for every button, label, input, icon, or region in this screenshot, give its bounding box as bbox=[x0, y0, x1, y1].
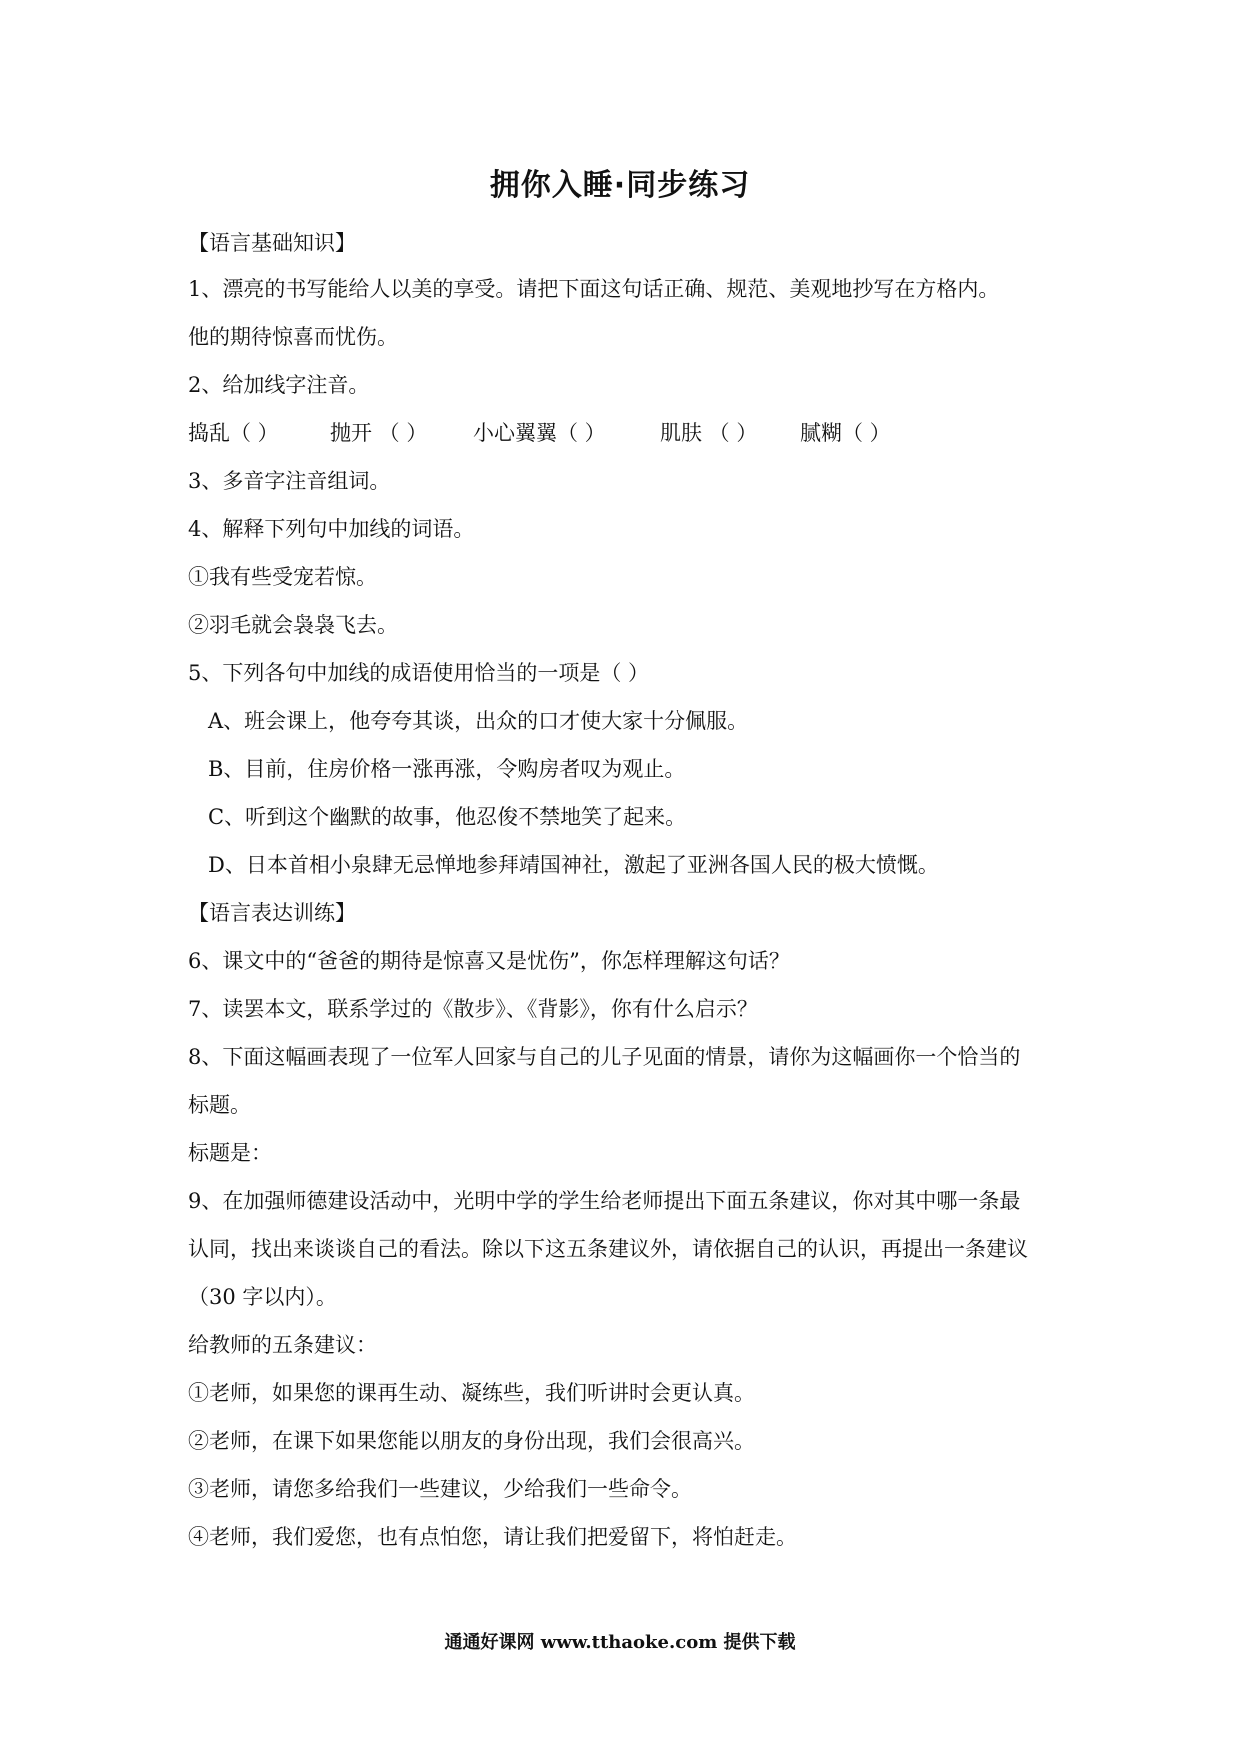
question-7: 7、读罢本文，联系学过的《散步》、《背影》，你有什么启示？ bbox=[188, 997, 758, 1021]
pinyin-item: 腻糊（ ） bbox=[800, 421, 891, 445]
suggestion-2: ②老师，在课下如果您能以朋友的身份出现，我们会很高兴。 bbox=[188, 1429, 755, 1453]
question-4: 4、解释下列句中加线的词语。 bbox=[188, 517, 475, 541]
question-5-option-d: D、日本首相小泉肆无忌惮地参拜靖国神社，激起了亚洲各国人民的极大愤慨。 bbox=[208, 853, 939, 877]
suggestion-1: ①老师，如果您的课再生动、凝练些，我们听讲时会更认真。 bbox=[188, 1381, 755, 1405]
section-heading-basic: 【语言基础知识】 bbox=[188, 231, 356, 255]
question-5-option-c: C、听到这个幽默的故事，他忍俊不禁地笑了起来。 bbox=[208, 805, 687, 829]
question-4-sentence-b: ②羽毛就会袅袅飞去。 bbox=[188, 613, 398, 637]
question-1-text: 他的期待惊喜而忧伤。 bbox=[188, 325, 398, 349]
page-title: 拥你入睡·同步练习 bbox=[489, 168, 751, 203]
question-3: 3、多音字注音组词。 bbox=[188, 469, 391, 493]
question-8-answer-label: 标题是： bbox=[188, 1141, 272, 1165]
pinyin-item: 小心翼翼（ ） bbox=[473, 421, 606, 445]
question-5: 5、下列各句中加线的成语使用恰当的一项是（ ） bbox=[188, 661, 650, 685]
question-6: 6、课文中的“爸爸的期待是惊喜又是忧伤”，你怎样理解这句话？ bbox=[188, 949, 790, 973]
suggestions-heading: 给教师的五条建议： bbox=[188, 1333, 377, 1357]
question-4-sentence-a: ①我有些受宠若惊。 bbox=[188, 565, 377, 589]
question-8-line-1: 8、下面这幅画表现了一位军人回家与自己的儿子见面的情景，请你为这幅画你一个恰当的 bbox=[188, 1045, 1021, 1069]
suggestion-3: ③老师，请您多给我们一些建议，少给我们一些命令。 bbox=[188, 1477, 692, 1501]
section-heading-expression: 【语言表达训练】 bbox=[188, 901, 356, 925]
pinyin-item: 捣乱（ ） bbox=[188, 421, 279, 445]
suggestion-4: ④老师，我们爱您，也有点怕您，请让我们把爱留下，将怕赶走。 bbox=[188, 1525, 797, 1549]
question-9-line-3: （30 字以内）。 bbox=[188, 1285, 337, 1309]
question-9-line-2: 认同，找出来谈谈自己的看法。除以下这五条建议外，请依据自己的认识，再提出一条建议 bbox=[188, 1237, 1028, 1261]
page-footer: 通通好课网 www.tthaoke.com 提供下载 bbox=[444, 1632, 796, 1653]
question-2: 2、给加线字注音。 bbox=[188, 373, 370, 397]
pinyin-item: 抛开 （ ） bbox=[330, 421, 428, 445]
question-9-line-1: 9、在加强师德建设活动中，光明中学的学生给老师提出下面五条建议，你对其中哪一条最 bbox=[188, 1189, 1021, 1213]
question-1: 1、漂亮的书写能给人以美的享受。请把下面这句话正确、规范、美观地抄写在方格内。 bbox=[188, 277, 1000, 301]
pinyin-item: 肌肤 （ ） bbox=[660, 421, 758, 445]
question-8-line-2: 标题。 bbox=[188, 1093, 251, 1117]
question-5-option-a: A、班会课上，他夸夸其谈，出众的口才使大家十分佩服。 bbox=[208, 709, 749, 733]
question-5-option-b: B、目前，住房价格一涨再涨，令购房者叹为观止。 bbox=[208, 757, 686, 781]
